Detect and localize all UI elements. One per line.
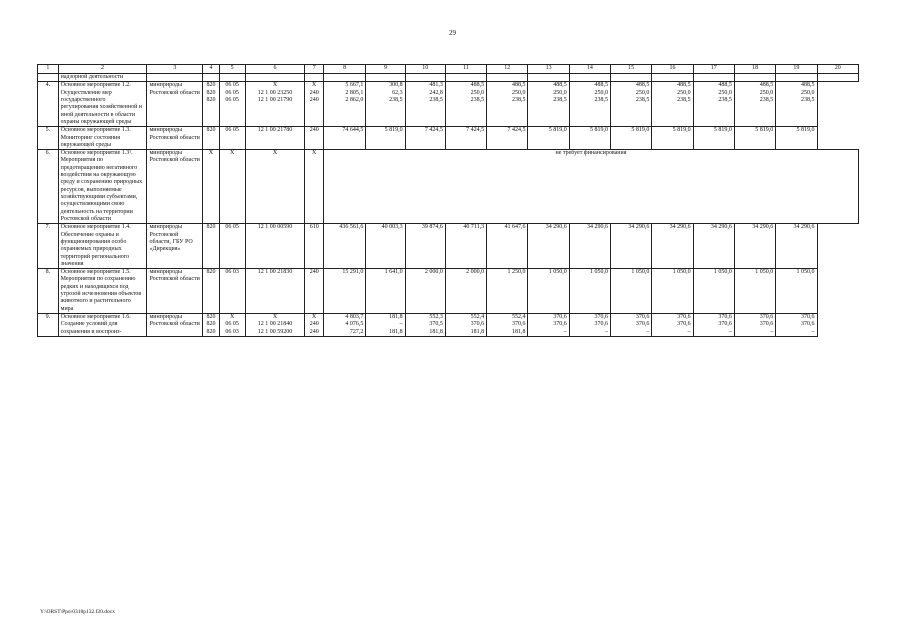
cell-line: 250,0	[718, 89, 732, 96]
column-number-header: 16	[652, 65, 693, 74]
cell-line: 238,5	[759, 96, 774, 103]
cell-line: 250,0	[594, 89, 609, 96]
amount-cell	[652, 127, 693, 150]
amount-cell	[611, 224, 652, 269]
cell-line: 2 000,0	[424, 269, 443, 276]
cell-line: 4 076,5	[345, 321, 364, 328]
grbs-code-cell: Х	[203, 150, 220, 224]
amount-cell	[734, 314, 775, 337]
cell-line: 250,0	[759, 89, 774, 96]
cell-line: 370,6	[553, 321, 567, 328]
cell-line: 181,8	[511, 328, 526, 335]
cell-line: 1 050,0	[631, 269, 650, 276]
cell-line: 250,0	[511, 89, 526, 96]
cell-line: 820	[206, 314, 216, 320]
empty-cell	[734, 74, 775, 82]
expense-type-code-cell	[305, 82, 324, 127]
empty-cell	[324, 74, 366, 82]
cell-line: 240	[309, 321, 319, 328]
row-number-cell	[38, 74, 59, 82]
empty-cell	[445, 74, 486, 82]
cell-line: 7 424,5	[507, 127, 526, 134]
cell-line: 1 250,0	[507, 269, 526, 276]
column-number-header: 15	[611, 65, 652, 74]
continuation-row	[38, 74, 859, 82]
empty-cell	[405, 74, 445, 82]
cell-line: 238,5	[553, 96, 567, 103]
grbs-code-cell	[203, 82, 220, 127]
amount-cell	[652, 224, 693, 269]
column-number-header: 1	[38, 65, 59, 74]
cell-line: 7 424,5	[424, 127, 443, 134]
cell-line: 820	[206, 96, 216, 103]
cell-line: 34 290,6	[545, 224, 567, 231]
measure-name-cell: Основное мероприятие 1.4. Обеспечение охраны и функционирования особо охраняемых природных территорий регионального значения	[58, 224, 147, 269]
cell-line: 488,5	[759, 82, 774, 89]
cell-line: 488,5	[511, 82, 526, 89]
empty-cell	[817, 74, 858, 82]
amount-cell	[528, 82, 569, 127]
empty-cell	[366, 74, 405, 82]
expense-type-code-cell	[305, 127, 324, 150]
amount-cell	[652, 82, 693, 127]
cell-line: 820	[206, 127, 216, 134]
cell-line: 1 050,0	[796, 269, 815, 276]
amount-cell	[776, 269, 817, 314]
amount-cell	[324, 269, 366, 314]
empty-cell	[611, 74, 652, 82]
amount-cell	[528, 127, 569, 150]
cell-line: 12 1 00 00590	[257, 224, 293, 231]
cell-line: 481,3	[429, 82, 443, 89]
cell-line: Х	[272, 314, 278, 320]
amount-cell	[734, 82, 775, 127]
cell-line: 488,5	[718, 82, 732, 89]
cell-line: 300,8	[389, 82, 403, 89]
cell-line: 240	[309, 328, 319, 335]
cell-line: 370,5	[429, 321, 443, 328]
row-number-cell: 5.	[38, 127, 59, 150]
cell-line: 370,6	[635, 314, 650, 320]
cell-line: 238,5	[635, 96, 650, 103]
empty-cell	[147, 74, 203, 82]
table-row	[38, 314, 859, 337]
amount-cell	[776, 314, 817, 337]
amount-cell	[776, 224, 817, 269]
column-number-header: 9	[366, 65, 405, 74]
cell-line: 5 667,1	[345, 82, 364, 89]
cell-line: 181,8	[470, 328, 485, 335]
budget-table	[37, 64, 859, 337]
cell-line: 370,6	[677, 314, 691, 320]
column-number-header: 17	[693, 65, 734, 74]
measure-name-cell: Основное мероприятие 1.3¹. Мероприятия по предотвращению негативного воздействия на окружающую среду и сохранению природных ресурсов, выполняемые хозяйствующими субъектами, осуществляющими свою деятельность на территории Ростовской области	[58, 150, 147, 224]
target-article-code-cell: Х	[245, 150, 305, 224]
amount-cell	[445, 82, 486, 127]
cell-line: 2 862,0	[345, 96, 364, 103]
cell-line: 820	[206, 328, 216, 335]
cell-line: 488,5	[677, 82, 691, 89]
cell-line: 250,0	[677, 89, 691, 96]
amount-cell	[569, 127, 610, 150]
cell-line: –	[687, 328, 691, 335]
amount-cell	[569, 224, 610, 269]
column-number-header: 7	[305, 65, 324, 74]
cell-line: 12 1 00 23250	[257, 89, 293, 96]
grbs-code-cell	[203, 314, 220, 337]
cell-line: 370,6	[553, 314, 567, 320]
cell-line: 12 1 00 21790	[257, 96, 293, 103]
column-number-header: 11	[445, 65, 486, 74]
amount-cell	[366, 224, 405, 269]
column-number-header: 8	[324, 65, 366, 74]
executor-cell: минприроды Ростовской области	[147, 82, 203, 127]
column-number-header: 20	[817, 65, 858, 74]
cell-line: 1 641,0	[384, 269, 403, 276]
amount-cell	[445, 314, 486, 337]
cell-line: 552,4	[511, 314, 526, 320]
cell-line: 5 819,0	[755, 127, 774, 134]
empty-cell	[776, 74, 817, 82]
amount-cell	[487, 224, 528, 269]
table-row	[38, 82, 859, 127]
cell-line: 370,6	[718, 321, 732, 328]
cell-line: 34 290,6	[710, 224, 732, 231]
amount-cell	[324, 224, 366, 269]
target-article-code-cell	[245, 269, 305, 314]
amount-cell	[366, 269, 405, 314]
cell-line: 250,0	[553, 89, 567, 96]
cell-line: 240	[309, 127, 319, 134]
footer-file-path: Y:\ORST\Ppo\0318p132.f20.docx	[40, 609, 115, 615]
grbs-code-cell	[203, 269, 220, 314]
cell-line: 2 000,0	[466, 269, 485, 276]
cell-line: –	[563, 328, 567, 335]
page-number: 29	[449, 29, 456, 37]
cell-line: Х	[229, 314, 235, 320]
amount-cell	[445, 224, 486, 269]
cell-line: –	[605, 328, 609, 335]
cell-line: 488,5	[635, 82, 650, 89]
cell-line: 12 1 00 21840	[257, 321, 293, 328]
cell-line: 1 050,0	[590, 269, 609, 276]
cell-line: 5 819,0	[548, 127, 567, 134]
amount-cell	[611, 314, 652, 337]
section-code-cell	[219, 314, 245, 337]
cell-line: 238,5	[718, 96, 732, 103]
cell-line: 39 874,6	[421, 224, 443, 231]
amount-cell	[445, 269, 486, 314]
table-row	[38, 127, 859, 150]
cell-line: 488,5	[553, 82, 567, 89]
section-code-cell: Х	[219, 150, 245, 224]
measure-name-cell: Основное мероприятие 1.6. Создание условий для сохранения и воспроиз-	[58, 314, 147, 337]
cell-line: 240	[309, 96, 319, 103]
amount-cell	[611, 269, 652, 314]
cell-line: 06 05	[225, 89, 239, 96]
table-row	[38, 224, 859, 269]
row-number-cell: 9.	[38, 314, 59, 337]
cell-line: –	[399, 321, 403, 328]
expense-type-code-cell	[305, 224, 324, 269]
cell-line: 5 819,0	[672, 127, 691, 134]
cell-line: 370,6	[759, 314, 774, 320]
cell-line: 1 050,0	[713, 269, 732, 276]
empty-cell	[305, 74, 324, 82]
cell-line: 488,5	[801, 82, 815, 89]
cell-line: 5 819,0	[384, 127, 403, 134]
cell-line: 370,6	[635, 321, 650, 328]
column-number-header: 19	[776, 65, 817, 74]
cell-line: 370,6	[759, 321, 774, 328]
cell-line: 40 711,3	[463, 224, 485, 231]
amount-cell	[405, 269, 445, 314]
cell-line: 488,5	[594, 82, 609, 89]
column-number-header: 6	[245, 65, 305, 74]
cell-line: 181,8	[389, 314, 403, 320]
amount-cell	[569, 82, 610, 127]
cell-line: Х	[272, 82, 278, 89]
cell-line: 1 050,0	[672, 269, 691, 276]
amount-cell	[693, 224, 734, 269]
cell-line: Х	[312, 314, 317, 320]
cell-line: 820	[206, 224, 216, 231]
empty-cell	[693, 74, 734, 82]
table-row	[38, 269, 859, 314]
amount-cell	[734, 224, 775, 269]
cell-line: 41 647,6	[504, 224, 526, 231]
empty-cell	[245, 74, 305, 82]
cell-line: 436 561,6	[339, 224, 364, 231]
cell-line: 242,8	[429, 89, 443, 96]
amount-cell	[693, 127, 734, 150]
target-article-code-cell	[245, 314, 305, 337]
cell-line: 238,5	[429, 96, 443, 103]
empty-cell	[487, 74, 528, 82]
row-number-cell: 4.	[38, 82, 59, 127]
column-number-header: 12	[487, 65, 528, 74]
cell-line: 181,8	[429, 328, 443, 335]
executor-cell: минприроды Ростовской области	[147, 314, 203, 337]
measure-name-cell: надзорной деятельности	[58, 74, 147, 82]
expense-type-code-cell	[305, 314, 324, 337]
cell-line: 40 003,3	[381, 224, 403, 231]
cell-line: 370,6	[677, 321, 691, 328]
row-number-cell: 8.	[38, 269, 59, 314]
amount-cell	[569, 314, 610, 337]
section-code-cell	[219, 127, 245, 150]
empty-cell	[528, 74, 569, 82]
measure-name-cell: Основное мероприятие 1.5. Мероприятия по сохранению редких и находящихся под угрозой исчезновения объектов животного и растительного мира	[58, 269, 147, 314]
executor-cell: минприроды Ростовской области	[147, 127, 203, 150]
amount-cell	[405, 224, 445, 269]
cell-line: 370,6	[801, 314, 815, 320]
cell-line: 06 03	[225, 328, 239, 335]
amount-cell	[487, 82, 528, 127]
cell-line: 5 819,0	[631, 127, 650, 134]
cell-line: 1 050,0	[548, 269, 567, 276]
cell-line: 06 05	[225, 224, 239, 231]
amount-cell	[324, 314, 366, 337]
amount-cell	[405, 127, 445, 150]
target-article-code-cell	[245, 127, 305, 150]
cell-line: 06 05	[225, 321, 239, 328]
cell-line: –	[646, 328, 650, 335]
column-number-header: 4	[203, 65, 220, 74]
cell-line: 820	[206, 269, 216, 276]
cell-line: 34 290,6	[752, 224, 774, 231]
amount-cell	[652, 314, 693, 337]
cell-line: 181,8	[389, 328, 403, 335]
amount-cell	[611, 82, 652, 127]
cell-line: Х	[312, 82, 317, 89]
cell-line: 5 819,0	[590, 127, 609, 134]
cell-line: 370,6	[470, 321, 485, 328]
empty-cell	[203, 74, 220, 82]
section-code-cell	[219, 82, 245, 127]
cell-line: 552,4	[470, 314, 485, 320]
column-number-header: 2	[58, 65, 147, 74]
grbs-code-cell	[203, 224, 220, 269]
cell-line: 250,0	[635, 89, 650, 96]
cell-line: 250,0	[470, 89, 485, 96]
cell-line: 488,5	[470, 82, 485, 89]
cell-line: –	[811, 328, 815, 335]
amount-cell	[366, 82, 405, 127]
amount-cell	[734, 269, 775, 314]
expense-type-code-cell: Х	[305, 150, 324, 224]
cell-line: 74 644,5	[342, 127, 364, 134]
cell-line: 820	[206, 89, 216, 96]
cell-line: 5 819,0	[796, 127, 815, 134]
cell-line: 06 05	[225, 127, 239, 134]
cell-line: 34 290,6	[628, 224, 650, 231]
amount-cell	[734, 127, 775, 150]
amount-cell	[324, 127, 366, 150]
amount-cell	[445, 127, 486, 150]
cell-line: 238,5	[389, 96, 403, 103]
cell-line: 34 290,6	[793, 224, 815, 231]
cell-line: 06 03	[225, 269, 239, 276]
column-number-header: 10	[405, 65, 445, 74]
amount-cell	[528, 269, 569, 314]
cell-line: –	[728, 328, 732, 335]
amount-cell	[693, 314, 734, 337]
cell-line: 238,5	[511, 96, 526, 103]
row-number-cell: 7.	[38, 224, 59, 269]
amount-cell	[776, 82, 817, 127]
cell-line: 1 050,0	[755, 269, 774, 276]
empty-cell	[652, 74, 693, 82]
amount-cell	[324, 82, 366, 127]
column-number-header: 14	[569, 65, 610, 74]
column-number-header: 13	[528, 65, 569, 74]
expense-type-code-cell	[305, 269, 324, 314]
cell-line: 12 1 00 21830	[257, 269, 293, 276]
executor-cell: минприроды Ростовской области	[147, 269, 203, 314]
target-article-code-cell	[245, 82, 305, 127]
cell-line: 4 803,7	[345, 314, 364, 320]
cell-line: –	[770, 328, 774, 335]
cell-line: 370,6	[718, 314, 732, 320]
cell-line: 238,5	[801, 96, 815, 103]
target-article-code-cell	[245, 224, 305, 269]
empty-cell	[219, 74, 245, 82]
cell-line: 06 05	[225, 82, 239, 89]
cell-line: 238,5	[470, 96, 485, 103]
cell-line: 12 1 00 59200	[257, 328, 293, 335]
no-funding-cell: не требует финансирования	[324, 150, 859, 224]
table-row	[38, 150, 859, 224]
cell-line: 820	[206, 321, 216, 328]
cell-line: 370,6	[594, 321, 609, 328]
cell-line: 238,5	[677, 96, 691, 103]
cell-line: 06 05	[225, 96, 239, 103]
executor-cell: минприроды Ростовской области, ГБУ РО «Дирекция»	[147, 224, 203, 269]
cell-line: 15 291,0	[342, 269, 364, 276]
cell-line: 820	[206, 82, 216, 89]
cell-line: 5 819,0	[713, 127, 732, 134]
cell-line: 552,3	[429, 314, 443, 320]
amount-cell	[528, 314, 569, 337]
cell-line: 34 290,6	[669, 224, 691, 231]
amount-cell	[693, 269, 734, 314]
cell-line: 610	[309, 224, 319, 231]
amount-cell	[366, 314, 405, 337]
amount-cell	[487, 127, 528, 150]
empty-cell	[569, 74, 610, 82]
header-row	[38, 65, 859, 74]
amount-cell	[776, 127, 817, 150]
cell-line: 727,2	[349, 328, 364, 335]
cell-line: 240	[309, 89, 319, 96]
cell-line: 12 1 00 21780	[257, 127, 293, 134]
amount-cell	[405, 314, 445, 337]
column-number-header: 3	[147, 65, 203, 74]
cell-line: 370,6	[801, 321, 815, 328]
cell-line: 370,6	[511, 321, 526, 328]
column-number-header: 18	[734, 65, 775, 74]
measure-name-cell: Основное мероприятие 1.2. Осуществление мер государственного регулирования хозяйственной и иной деятельности в области охраны окружающей среды	[58, 82, 147, 127]
section-code-cell	[219, 224, 245, 269]
cell-line: 250,0	[801, 89, 815, 96]
amount-cell	[487, 269, 528, 314]
cell-line: 2 805,1	[345, 89, 364, 96]
amount-cell	[693, 82, 734, 127]
cell-line: 370,6	[594, 314, 609, 320]
row-number-cell: 6.	[38, 150, 59, 224]
grbs-code-cell	[203, 127, 220, 150]
amount-cell	[569, 269, 610, 314]
amount-cell	[366, 127, 405, 150]
executor-cell: минприроды Ростовской области	[147, 150, 203, 224]
amount-cell	[405, 82, 445, 127]
column-number-header: 5	[219, 65, 245, 74]
amount-cell	[652, 269, 693, 314]
amount-cell	[528, 224, 569, 269]
amount-cell	[487, 314, 528, 337]
amount-cell	[611, 127, 652, 150]
cell-line: 7 424,5	[466, 127, 485, 134]
cell-line: 62,3	[392, 89, 403, 96]
section-code-cell	[219, 269, 245, 314]
measure-name-cell: Основное мероприятие 1.3. Мониторинг состояния окружающей среды	[58, 127, 147, 150]
cell-line: 240	[309, 269, 319, 276]
cell-line: 238,5	[594, 96, 609, 103]
cell-line: 34 290,6	[587, 224, 609, 231]
